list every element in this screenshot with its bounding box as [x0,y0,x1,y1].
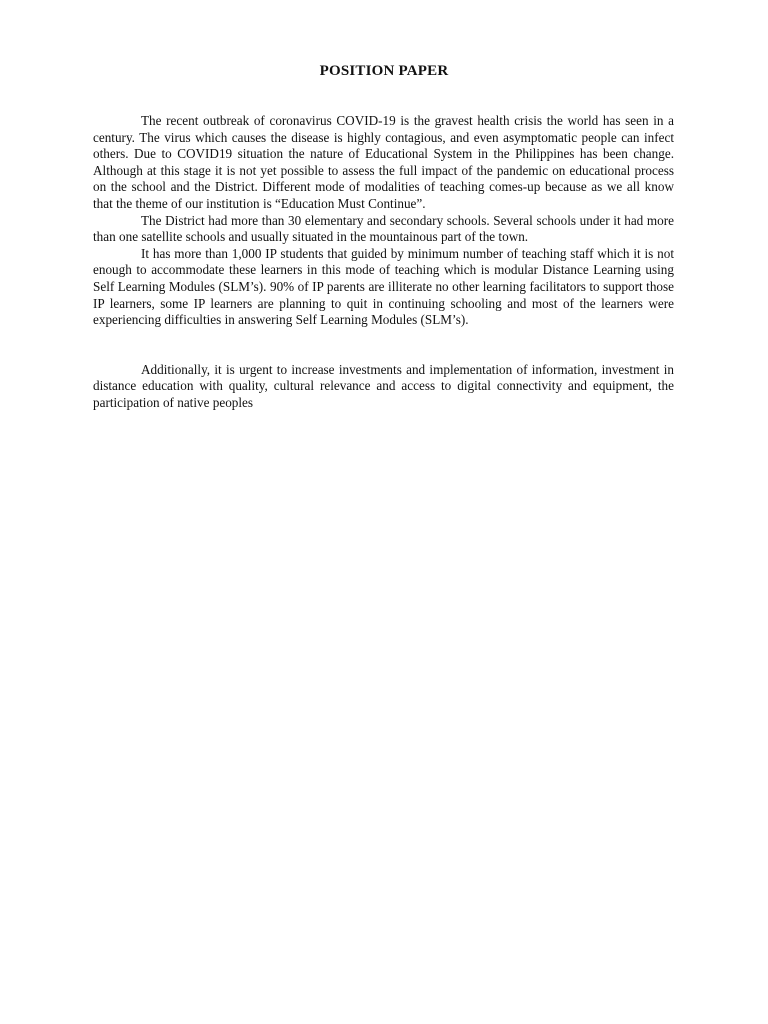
paragraph-ip-students: It has more than 1,000 IP students that guided by minimum number of teaching staff which it is not enough to accommodate these learners in this mode of teaching which is modular Distance Learning using Self Learning Modules (SLM’s). 90% of IP parents are illiterate no other learning facilitators to support those IP learners, some IP learners are planning to quit in continuing schooling and most of the learners were experiencing difficulties in answering Self Learning Modules (SLM’s). [93,245,674,328]
document-title: POSITION PAPER [319,63,449,79]
paragraph-district-schools: The District had more than 30 elementary and secondary schools. Several schools under it had more than one satellite schools and usually situated in the mountainous part of the town. [93,212,674,245]
paragraph-covid-outbreak: The recent outbreak of coronavirus COVID-19 is the gravest health crisis the world has seen in a century. The virus which causes the disease is highly contagious, and even asymptomatic people can infect others. Due to COVID19 situation the nature of Educational System in the Philippines has been change. Although at this stage it is not yet possible to assess the full impact of the pandemic on educational process on the school and the District. Different mode of modalities of teaching comes-up because as we all know that the theme of our institution is “Education Must Continue”. [93,113,674,211]
paragraph-investments: Additionally, it is urgent to increase investments and implementation of information, investment in distance education with quality, cultural relevance and access to digital connectivity and equipment, the participation of native peoples [93,361,674,410]
document-body [93,113,674,412]
